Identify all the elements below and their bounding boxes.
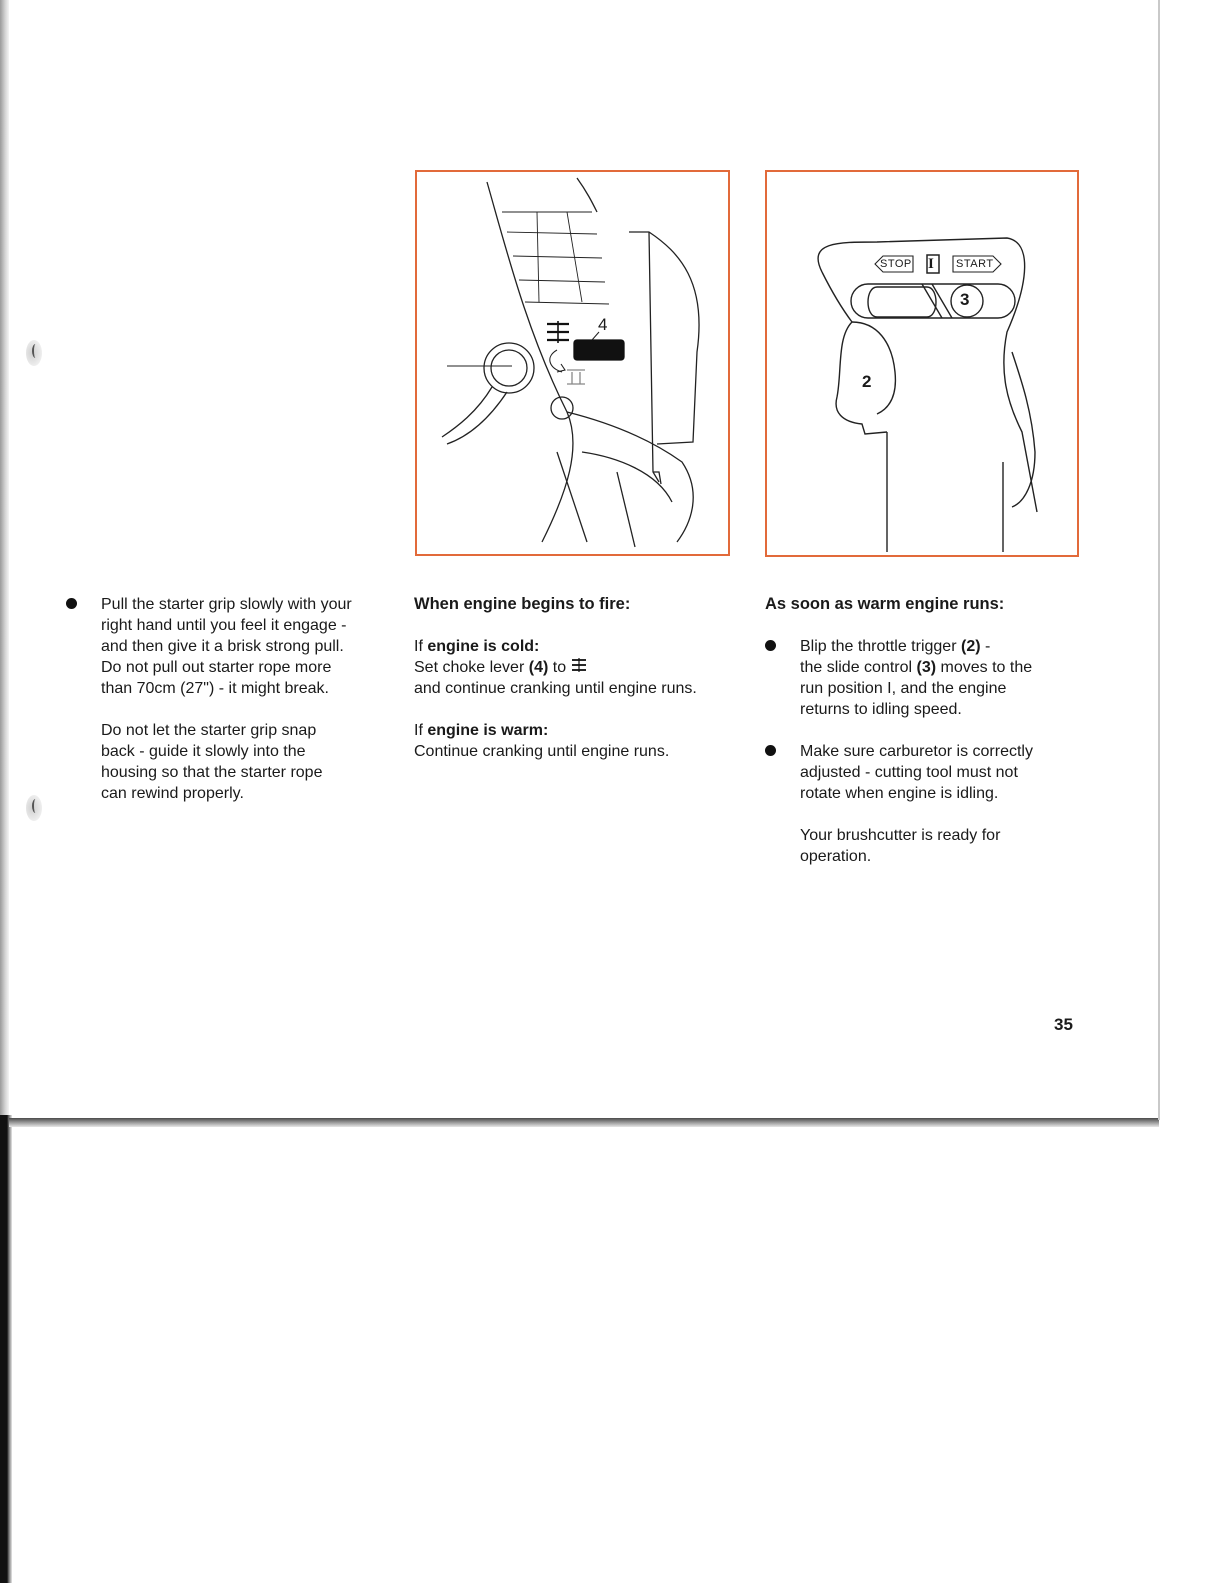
text-line: operation. — [800, 848, 872, 865]
label-stop: STOP — [880, 258, 912, 270]
text-line: Continue cranking until engine runs. — [414, 743, 670, 760]
bullet-blip-throttle — [765, 636, 1095, 720]
text-line: returns to idling speed. — [800, 701, 962, 718]
text-line: than 70cm (27") - it might break. — [101, 680, 329, 697]
text-line: right hand until you feel it engage - — [101, 617, 347, 634]
page-binding-shadow — [0, 1115, 12, 1583]
text-line: adjusted - cutting tool must not — [800, 764, 1018, 781]
text-line: Do not let the starter grip snap — [101, 722, 317, 739]
callout-3: 3 — [960, 290, 970, 309]
text-line: rotate when engine is idling. — [800, 785, 999, 802]
text-line — [800, 636, 1095, 657]
page-right-edge — [1158, 0, 1160, 1120]
text-line — [414, 657, 744, 678]
column-warm-engine — [765, 594, 1095, 867]
text-span: moves to the — [940, 659, 1033, 676]
column-engine-fires — [414, 594, 744, 762]
page-number: 35 — [1054, 1015, 1073, 1034]
punch-hole-top — [26, 340, 42, 366]
text-line: Pull the starter grip slowly with your — [101, 596, 352, 613]
label-start: START — [956, 258, 994, 270]
callout-2: 2 — [862, 372, 872, 391]
text-line: run position I, and the engine — [800, 680, 1007, 697]
bullet-pull-starter — [66, 594, 386, 804]
label-run-position: I — [928, 256, 934, 272]
throttle-handle-figure — [765, 170, 1079, 557]
if-word: If — [414, 722, 423, 739]
text-line: Your brushcutter is ready for — [800, 827, 1001, 844]
text-line: and continue cranking until engine runs. — [414, 680, 697, 697]
housing-outline — [487, 182, 573, 542]
if-word: If — [414, 638, 423, 655]
text-span: the slide control — [800, 659, 913, 676]
throttle-handle-illustration — [767, 172, 1077, 555]
text-line: Make sure carburetor is correctly — [800, 743, 1033, 760]
choke-lever-illustration — [417, 172, 728, 554]
callout-4: 4 — [598, 315, 608, 334]
choke-icon — [571, 657, 587, 673]
choke-lever-figure — [415, 170, 730, 556]
cold-label: engine is cold: — [427, 638, 540, 655]
heading-warm-engine: As soon as warm engine runs: — [765, 595, 1005, 613]
bullet-icon — [765, 640, 776, 651]
subheading-engine-warm — [414, 720, 744, 741]
text-span: - — [985, 638, 991, 655]
bullet-icon — [765, 745, 776, 756]
bullet-carburetor — [765, 741, 1095, 867]
panel-outline — [629, 232, 699, 444]
ref-throttle-trigger: (2) — [960, 638, 981, 655]
text-line: back - guide it slowly into the — [101, 743, 306, 760]
ref-slide-control: (3) — [916, 659, 937, 676]
choke-lever — [574, 340, 624, 360]
text-line: and then give it a brisk strong pull. — [101, 638, 344, 655]
warm-label: engine is warm: — [427, 722, 549, 739]
page-bottom-fold — [9, 1118, 1159, 1127]
column-starting-instructions — [66, 594, 386, 804]
choke-symbol — [547, 321, 569, 343]
heading-engine-fires: When engine begins to fire: — [414, 595, 631, 613]
punch-hole-bottom — [26, 795, 42, 821]
text-span: Set choke lever — [414, 659, 525, 676]
subheading-engine-cold — [414, 636, 744, 657]
text-span: to — [552, 659, 567, 676]
text-line — [800, 657, 1095, 678]
bullet-icon — [66, 598, 77, 609]
text-line: housing so that the starter rope — [101, 764, 323, 781]
text-span: Blip the throttle trigger — [800, 638, 957, 655]
ref-choke-lever: (4) — [528, 659, 549, 676]
text-line: Do not pull out starter rope more — [101, 659, 332, 676]
text-line: can rewind properly. — [101, 785, 244, 802]
